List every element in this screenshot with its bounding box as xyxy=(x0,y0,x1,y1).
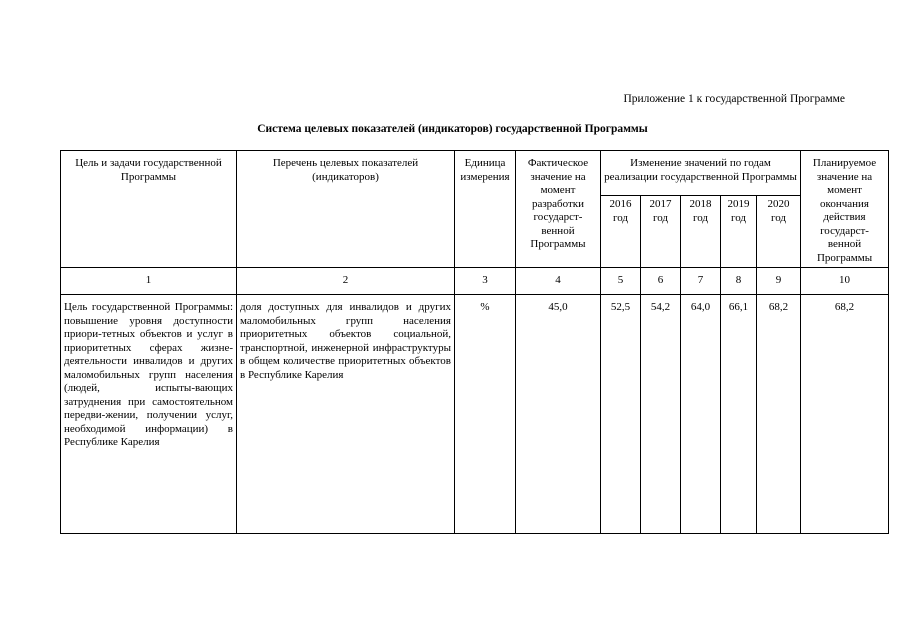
value-2018-cell: 64,0 xyxy=(681,295,721,534)
header-goal: Цель и задачи государственной Программы xyxy=(61,151,237,268)
unit-cell: % xyxy=(455,295,516,534)
goal-cell: Цель государственной Программы: повышение уровня доступности приори-тетных объектов и услуг в приоритетных сферах жизне-деятельности инвалидов и других маломобильных групп населения (людей, испыты-вающих затруднения при самостоятельном передви-жении, получении услуг, необходимой информации) в Республике Карелия xyxy=(61,295,237,534)
column-number: 5 xyxy=(601,268,641,295)
actual-value-cell: 45,0 xyxy=(516,295,601,534)
column-number: 1 xyxy=(61,268,237,295)
column-number: 9 xyxy=(757,268,801,295)
value-2019-cell: 66,1 xyxy=(721,295,757,534)
column-number: 4 xyxy=(516,268,601,295)
table-row xyxy=(61,295,889,534)
header-year-2019: 2019 год xyxy=(721,196,757,268)
column-number: 7 xyxy=(681,268,721,295)
value-2020-cell: 68,2 xyxy=(757,295,801,534)
indicator-cell: доля доступных для инвалидов и других маломобильных групп населения приоритетных объектов социальной, транспортной, инженерной инфраструктуры в общем количестве приоритетных объектов в Республике Карелия xyxy=(237,295,455,534)
header-year-2016: 2016 год xyxy=(601,196,641,268)
value-2017-cell: 54,2 xyxy=(641,295,681,534)
column-number: 3 xyxy=(455,268,516,295)
header-planned: Планируемое значение на момент окончания действия государст-венной Программы xyxy=(801,151,889,268)
indicators-table xyxy=(60,150,889,534)
column-number: 10 xyxy=(801,268,889,295)
table-title: Система целевых показателей (индикаторов) государственной Программы xyxy=(257,123,648,135)
column-number: 8 xyxy=(721,268,757,295)
column-number: 6 xyxy=(641,268,681,295)
header-year-2017: 2017 год xyxy=(641,196,681,268)
annex-label: Приложение 1 к государственной Программе xyxy=(623,93,845,105)
value-2016-cell: 52,5 xyxy=(601,295,641,534)
planned-value-cell: 68,2 xyxy=(801,295,889,534)
header-year-2020: 2020 год xyxy=(757,196,801,268)
header-unit: Единица измерения xyxy=(455,151,516,268)
column-number: 2 xyxy=(237,268,455,295)
header-actual: Фактическое значение на момент разработки государст-венной Программы xyxy=(516,151,601,268)
header-change: Изменение значений по годам реализации государственной Программы xyxy=(601,151,801,196)
header-indicators: Перечень целевых показателей (индикаторов) xyxy=(237,151,455,268)
header-year-2018: 2018 год xyxy=(681,196,721,268)
column-number-row xyxy=(61,268,889,295)
